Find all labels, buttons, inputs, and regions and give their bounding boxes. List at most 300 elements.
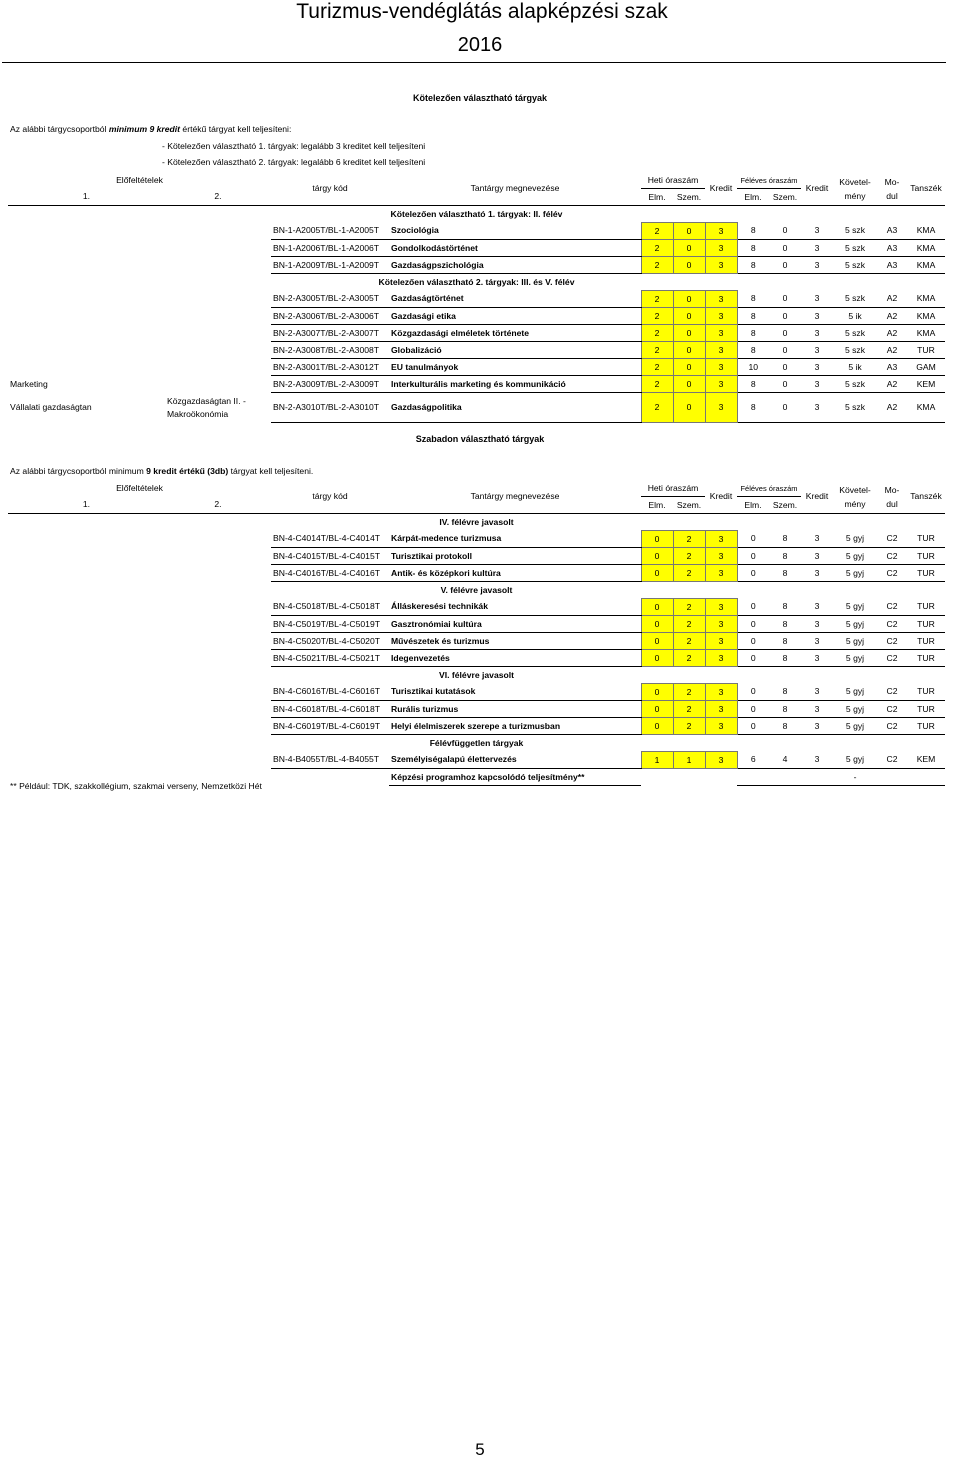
weekly-kredit: 3 (705, 548, 737, 565)
weekly-kredit: 3 (705, 393, 737, 423)
page-number: 5 (475, 1440, 485, 1459)
semester-kredit: 3 (801, 359, 833, 376)
weekly-elm: 0 (641, 633, 673, 650)
weekly-elm: 0 (641, 650, 673, 667)
semester-elm-header: Elm. (737, 189, 769, 206)
department: KMA (907, 257, 945, 274)
course-code: BN-2-A3010T/BL-2-A3010T (271, 393, 389, 423)
req-header-1: Követel- (839, 176, 871, 187)
course-name: Interkulturális marketing és kommunikáció (389, 376, 641, 393)
course-name: Kárpát-medence turizmusa (389, 531, 641, 548)
requirement: 5 szk (833, 393, 877, 423)
requirement: 5 gyj (833, 565, 877, 582)
module: A3 (877, 223, 907, 240)
mod-header-2: dul (886, 190, 898, 201)
weekly-szem: 0 (673, 291, 705, 308)
weekly-kredit: 3 (705, 531, 737, 548)
mod-header-2: dul (886, 498, 898, 509)
req-header-2: mény (844, 498, 866, 509)
semester-kredit: 3 (801, 599, 833, 616)
weekly-kredit: 3 (705, 376, 737, 393)
prereq-1-cell (8, 325, 165, 342)
department: KMA (907, 240, 945, 257)
semester-hours-header: Féléves óraszám (737, 480, 801, 497)
semester-szem: 8 (769, 650, 801, 667)
weekly-elm: 0 (641, 718, 673, 735)
semester-szem: 0 (769, 342, 801, 359)
semester-elm: 8 (737, 308, 769, 325)
code-header: tárgy kód (271, 480, 389, 514)
name-header: Tantárgy megnevezése (389, 172, 641, 206)
course-name: Szociológia (389, 223, 641, 240)
weekly-elm-header: Elm. (641, 189, 673, 206)
course-name: Gazdasági etika (389, 308, 641, 325)
semester-elm: 8 (737, 223, 769, 240)
section1-req2: - Kötelezően választható 2. tárgyak: legalább 6 kreditet kell teljesíteni (162, 157, 426, 167)
course-name: Gondolkodástörténet (389, 240, 641, 257)
module: A3 (877, 359, 907, 376)
weekly-elm: 2 (641, 291, 673, 308)
prereq-1-cell (8, 684, 165, 701)
course-code (271, 769, 389, 786)
prereq-2-cell: Közgazdaságtan II. - Makroökonómia (167, 395, 246, 419)
module: A2 (877, 342, 907, 359)
prereq-2-cell (165, 752, 271, 769)
course-row (8, 701, 945, 718)
weekly-elm: 2 (641, 308, 673, 325)
semester-szem: 0 (769, 393, 801, 423)
kredit-header: Kredit (705, 480, 737, 514)
module-header (877, 480, 907, 514)
semester-elm: 8 (737, 393, 769, 423)
course-code: BN-2-A3005T/BL-2-A3005T (271, 291, 389, 308)
course-row (8, 325, 945, 342)
semester-kredit: 3 (801, 325, 833, 342)
requirement: 5 gyj (833, 701, 877, 718)
section1-req1: - Kötelezően választható 1. tárgyak: legalább 3 kreditet kell teljesíteni (162, 141, 426, 151)
course-row (8, 531, 945, 548)
department: TUR (907, 718, 945, 735)
department: GAM (907, 359, 945, 376)
weekly-kredit: 3 (705, 599, 737, 616)
document-title: Turizmus-vendéglátás alapképzési szak (296, 0, 668, 23)
course-code: BN-4-C6016T/BL-4-C6016T (271, 684, 389, 701)
semester-szem: 8 (769, 599, 801, 616)
group-title-row (8, 206, 945, 223)
group-title: Félévfüggetlen tárgyak (429, 737, 524, 748)
semester-elm: 0 (737, 650, 769, 667)
req-header-1: Követel- (839, 484, 871, 495)
group-title-row (8, 582, 945, 599)
requirement: 5 szk (833, 257, 877, 274)
semester-kredit: 3 (801, 393, 833, 423)
weekly-elm: 0 (641, 599, 673, 616)
prereq-2-cell (165, 599, 271, 616)
section1-intro-c: értékű tárgyat kell teljesíteni: (180, 124, 292, 134)
semester-elm: 0 (737, 565, 769, 582)
semester-szem: 0 (769, 359, 801, 376)
semester-szem: 0 (769, 376, 801, 393)
requirement: 5 gyj (833, 548, 877, 565)
department: KEM (907, 376, 945, 393)
course-row (8, 342, 945, 359)
course-code: BN-4-C5019T/BL-4-C5019T (271, 616, 389, 633)
semester-elm: 8 (737, 376, 769, 393)
course-name: Művészetek és turizmus (389, 633, 641, 650)
requirement: 5 gyj (833, 633, 877, 650)
prereq-1-cell (8, 531, 165, 548)
semester-szem-header: Szem. (769, 189, 801, 206)
requirement: 5 gyj (833, 599, 877, 616)
course-row (8, 633, 945, 650)
course-name: Antik- és középkori kultúra (389, 565, 641, 582)
prereq-2-cell (165, 548, 271, 565)
department: TUR (907, 650, 945, 667)
weekly-szem: 2 (673, 718, 705, 735)
semester-elm: 6 (737, 752, 769, 769)
module-header (877, 172, 907, 206)
course-code: BN-4-C5020T/BL-4-C5020T (271, 633, 389, 650)
department (907, 769, 945, 786)
module: A2 (877, 291, 907, 308)
code-header: tárgy kód (271, 172, 389, 206)
section2-intro-c: tárgyat kell teljesíteni. (228, 466, 314, 476)
prereq-2-header: 2. (165, 189, 271, 206)
weekly-szem: 2 (673, 650, 705, 667)
weekly-szem: 0 (673, 342, 705, 359)
course-name: Idegenvezetés (389, 650, 641, 667)
semester-elm: 0 (737, 701, 769, 718)
requirement: 5 gyj (833, 531, 877, 548)
requirement-header (833, 172, 877, 206)
prereq-1-cell (8, 359, 165, 376)
section1-title: Kötelezően választható tárgyak (412, 93, 548, 103)
prereq-2-cell (165, 308, 271, 325)
weekly-elm: 1 (641, 752, 673, 769)
module: A3 (877, 240, 907, 257)
semester-szem: 0 (769, 325, 801, 342)
semester-elm: 10 (737, 359, 769, 376)
weekly-kredit: 3 (705, 308, 737, 325)
course-code: BN-1-A2005T/BL-1-A2005T (271, 223, 389, 240)
semester-kredit: 3 (801, 684, 833, 701)
weekly-elm: 2 (641, 223, 673, 240)
prereq-2-cell (165, 684, 271, 701)
weekly-elm (641, 769, 673, 786)
prereq-2-cell (165, 633, 271, 650)
course-name: Gazdaságpszichológia (389, 257, 641, 274)
course-name: Képzési programhoz kapcsolódó teljesítmény** (389, 769, 641, 786)
module: C2 (877, 548, 907, 565)
semester-elm: 0 (737, 616, 769, 633)
department: KMA (907, 325, 945, 342)
semester-kredit: 3 (801, 718, 833, 735)
course-name: Gazdaságtörténet (389, 291, 641, 308)
prereq-2-cell (165, 223, 271, 240)
prereq-1-cell (8, 565, 165, 582)
course-code: BN-4-C6019T/BL-4-C6019T (271, 718, 389, 735)
prereq-2-cell (165, 257, 271, 274)
requirement: 5 gyj (833, 718, 877, 735)
weekly-szem: 0 (673, 393, 705, 423)
semester-elm: 0 (737, 633, 769, 650)
semester-szem: 0 (769, 291, 801, 308)
weekly-szem-header: Szem. (673, 497, 705, 514)
weekly-kredit: 3 (705, 223, 737, 240)
semester-kredit: 3 (801, 223, 833, 240)
header-row-1 (8, 480, 945, 497)
prereq-2-cell (165, 359, 271, 376)
semester-elm: 0 (737, 548, 769, 565)
course-name: Gasztronómiai kultúra (389, 616, 641, 633)
weekly-elm: 0 (641, 548, 673, 565)
semester-kredit: 3 (801, 616, 833, 633)
prereq-1-cell (8, 308, 165, 325)
prereq-2-cell (165, 616, 271, 633)
elective-table-1 (8, 172, 945, 423)
course-row (8, 291, 945, 308)
requirement: 5 szk (833, 325, 877, 342)
requirement: 5 gyj (833, 684, 877, 701)
weekly-szem: 2 (673, 531, 705, 548)
course-name: Közgazdasági elméletek története (389, 325, 641, 342)
semester-szem: 0 (769, 257, 801, 274)
module: C2 (877, 565, 907, 582)
weekly-kredit: 3 (705, 342, 737, 359)
semester-kredit: 3 (801, 565, 833, 582)
weekly-elm: 2 (641, 342, 673, 359)
course-name: Turisztikai kutatások (389, 684, 641, 701)
semester-szem: 8 (769, 548, 801, 565)
weekly-szem: 0 (673, 325, 705, 342)
prereq-2-cell (165, 565, 271, 582)
course-row (8, 308, 945, 325)
semester-kredit: 3 (801, 308, 833, 325)
course-name: Gazdaságpolitika (389, 393, 641, 423)
semester-hours-header: Féléves óraszám (737, 172, 801, 189)
prereq-1-cell (8, 599, 165, 616)
prereq-2-cell (165, 718, 271, 735)
module: C2 (877, 531, 907, 548)
module: C2 (877, 650, 907, 667)
department: TUR (907, 531, 945, 548)
module: C2 (877, 718, 907, 735)
course-code: BN-4-C4014T/BL-4-C4014T (271, 531, 389, 548)
weekly-szem: 2 (673, 599, 705, 616)
group-title: VI. félévre javasolt (439, 669, 514, 680)
course-row (8, 599, 945, 616)
section1-intro-b: minimum 9 kredit (108, 124, 181, 134)
semester-szem: 8 (769, 531, 801, 548)
prereq-1-cell (8, 342, 165, 359)
header-row-1 (8, 172, 945, 189)
requirement: 5 gyj (833, 650, 877, 667)
weekly-kredit: 3 (705, 257, 737, 274)
course-row (8, 650, 945, 667)
prereq-2-cell (165, 376, 271, 393)
prereq-2-cell (165, 240, 271, 257)
module: C2 (877, 752, 907, 769)
requirement: 5 szk (833, 342, 877, 359)
semester-elm: 0 (737, 684, 769, 701)
course-row (8, 393, 945, 423)
weekly-szem: 2 (673, 616, 705, 633)
title-rule (2, 62, 946, 63)
course-code: BN-1-A2009T/BL-1-A2009T (271, 257, 389, 274)
prereq-2-cell (165, 291, 271, 308)
department: TUR (907, 633, 945, 650)
requirement: 5 szk (833, 240, 877, 257)
weekly-kredit: 3 (705, 616, 737, 633)
weekly-szem: 2 (673, 548, 705, 565)
semester-szem-header: Szem. (769, 497, 801, 514)
requirement: 5 szk (833, 376, 877, 393)
department: KMA (907, 223, 945, 240)
semester-kredit: 3 (801, 376, 833, 393)
department: TUR (907, 565, 945, 582)
course-code: BN-4-C4016T/BL-4-C4016T (271, 565, 389, 582)
prereq-header: Előfeltételek (116, 174, 163, 185)
module: A2 (877, 308, 907, 325)
weekly-kredit: 3 (705, 291, 737, 308)
semester-elm: 8 (737, 325, 769, 342)
prereq-2-cell (165, 701, 271, 718)
semester-kredit: 3 (801, 752, 833, 769)
prereq-1-cell (8, 223, 165, 240)
course-code: BN-4-B4055T/BL-4-B4055T (271, 752, 389, 769)
semester-elm: 8 (737, 342, 769, 359)
module: C2 (877, 684, 907, 701)
prereq-2-cell (165, 531, 271, 548)
semester-elm-header: Elm. (737, 497, 769, 514)
module: A2 (877, 376, 907, 393)
weekly-elm: 0 (641, 565, 673, 582)
weekly-elm: 2 (641, 376, 673, 393)
requirement: 5 szk (833, 291, 877, 308)
semester-elm: 8 (737, 291, 769, 308)
semester-kredit: 3 (801, 531, 833, 548)
semester-szem (769, 769, 801, 786)
mod-header-1: Mo- (884, 176, 900, 187)
requirement: 5 ik (833, 359, 877, 376)
department: KMA (907, 291, 945, 308)
weekly-kredit: 3 (705, 752, 737, 769)
weekly-elm: 0 (641, 616, 673, 633)
semester-elm: 0 (737, 531, 769, 548)
weekly-kredit: 3 (705, 325, 737, 342)
requirement: 5 ik (833, 308, 877, 325)
section2-intro-a: Az alábbi tárgycsoportból minimum (10, 466, 147, 476)
group-title: Kötelezően választható 1. tárgyak: II. félév (390, 208, 563, 219)
group-title: IV. félévre javasolt (439, 516, 514, 527)
course-code: BN-4-C5021T/BL-4-C5021T (271, 650, 389, 667)
semester-szem: 4 (769, 752, 801, 769)
semester-kredit: 3 (801, 257, 833, 274)
course-code: BN-4-C4015T/BL-4-C4015T (271, 548, 389, 565)
weekly-szem: 1 (673, 752, 705, 769)
course-row (8, 752, 945, 769)
weekly-kredit: 3 (705, 565, 737, 582)
module: C2 (877, 701, 907, 718)
course-name: Turisztikai protokoll (389, 548, 641, 565)
course-name: Álláskeresési technikák (389, 599, 641, 616)
semester-szem: 0 (769, 223, 801, 240)
weekly-szem-header: Szem. (673, 189, 705, 206)
weekly-szem: 0 (673, 359, 705, 376)
weekly-kredit (705, 769, 737, 786)
prereq-1-cell (8, 718, 165, 735)
weekly-kredit: 3 (705, 684, 737, 701)
prereq-1-header: 1. (8, 497, 165, 514)
department: TUR (907, 616, 945, 633)
weekly-kredit: 3 (705, 701, 737, 718)
kredit-header-2: Kredit (801, 172, 833, 206)
requirement: 5 szk (833, 223, 877, 240)
course-row (8, 359, 945, 376)
course-code: BN-2-A3006T/BL-2-A3006T (271, 308, 389, 325)
kredit-header: Kredit (705, 172, 737, 206)
weekly-kredit: 3 (705, 359, 737, 376)
course-name: Rurális turizmus (389, 701, 641, 718)
prereq-2-cell (165, 325, 271, 342)
weekly-kredit: 3 (705, 718, 737, 735)
weekly-kredit: 3 (705, 240, 737, 257)
req-header-2: mény (844, 190, 866, 201)
footnote: ** Például: TDK, szakkollégium, szakmai verseny, Nemzetközi Hét (10, 781, 262, 791)
department: TUR (907, 548, 945, 565)
weekly-kredit: 3 (705, 633, 737, 650)
weekly-szem: 0 (673, 308, 705, 325)
module: A3 (877, 257, 907, 274)
semester-kredit (801, 769, 833, 786)
mod-header-1: Mo- (884, 484, 900, 495)
prereq-2-header: 2. (165, 497, 271, 514)
section2-intro (10, 466, 313, 476)
weekly-elm: 0 (641, 701, 673, 718)
semester-kredit: 3 (801, 342, 833, 359)
free-elective-table (8, 480, 945, 786)
module: A2 (877, 393, 907, 423)
prereq-1-cell (8, 240, 165, 257)
department: KMA (907, 308, 945, 325)
semester-elm: 8 (737, 257, 769, 274)
weekly-elm: 2 (641, 240, 673, 257)
department: KEM (907, 752, 945, 769)
semester-szem: 8 (769, 701, 801, 718)
prereq-2-cell (165, 650, 271, 667)
semester-kredit: 3 (801, 701, 833, 718)
weekly-szem: 2 (673, 565, 705, 582)
weekly-elm: 2 (641, 393, 673, 423)
semester-szem: 0 (769, 240, 801, 257)
prereq-1-cell (8, 633, 165, 650)
course-row (8, 223, 945, 240)
prereq-1-cell (8, 257, 165, 274)
course-row (8, 718, 945, 735)
course-name: Személyiségalapú élettervezés (389, 752, 641, 769)
course-row (8, 548, 945, 565)
course-row (8, 257, 945, 274)
department-header: Tanszék (907, 480, 945, 514)
prereq-1-cell (8, 616, 165, 633)
course-name: EU tanulmányok (389, 359, 641, 376)
course-name: Helyi élelmiszerek szerepe a turizmusban (389, 718, 641, 735)
weekly-szem: 0 (673, 240, 705, 257)
course-row (8, 616, 945, 633)
module: A2 (877, 325, 907, 342)
prereq-1-cell (8, 650, 165, 667)
weekly-szem: 0 (673, 376, 705, 393)
